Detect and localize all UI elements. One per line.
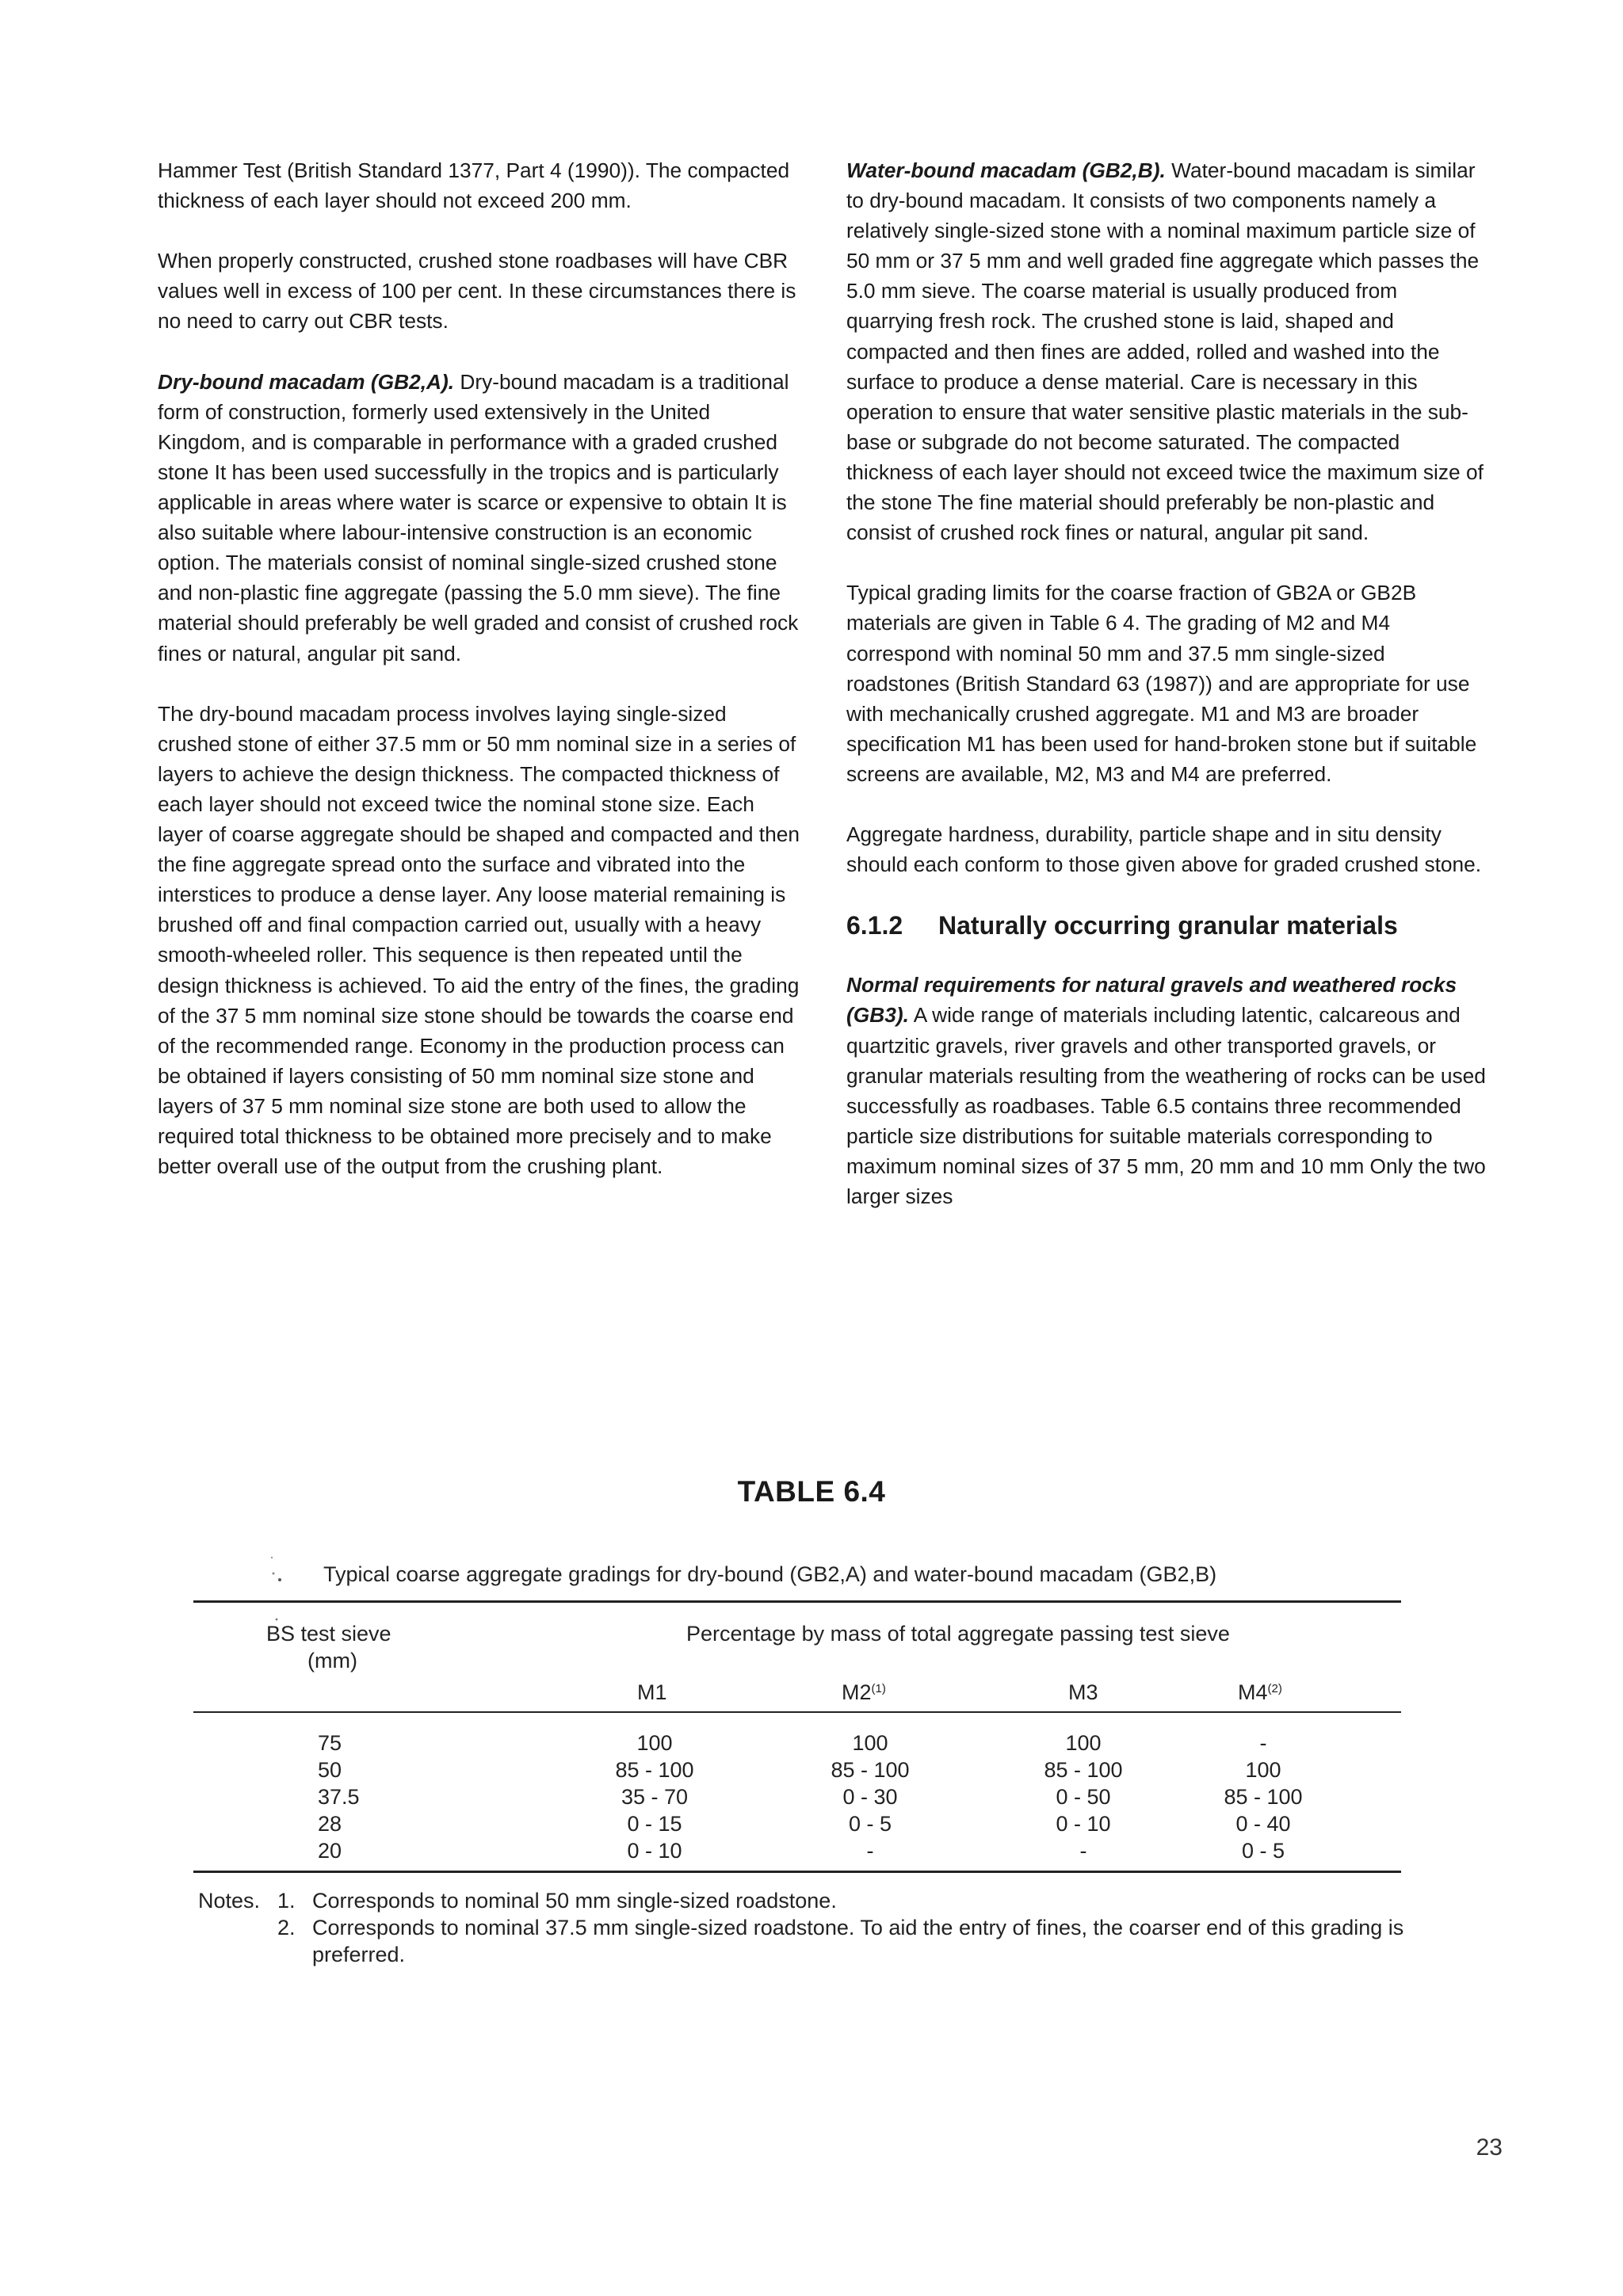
table-cell: 0 - 5	[1241, 1839, 1285, 1863]
table-bottom-rule	[193, 1871, 1401, 1873]
paragraph-natural-gravels-body: A wide range of materials including latentic, calcareous and quartzitic gravels, river gravels and other transported gravels, or granular materials resulting from the weathering of rocks can be used successfully as roadbases. Table 6.5 contains three recommended particle size distributions for suitable materials corresponding to maximum nominal sizes of 37 5 mm, 20 mm and 10 mm Only the two larger sizes	[846, 1003, 1486, 1208]
table-cell: 100	[852, 1731, 888, 1755]
table-cell-sieve: 28	[318, 1812, 342, 1836]
notes-label: Notes.	[198, 1889, 261, 1913]
column-header-m3	[1068, 1680, 1098, 1705]
note-number: 2.	[277, 1916, 296, 1939]
table-cell: 85 - 100	[831, 1758, 910, 1782]
paragraph-natural-gravels	[846, 970, 1488, 1211]
column-header-m4	[1238, 1680, 1282, 1705]
right-column	[846, 155, 1488, 1211]
table-cell: 0 - 5	[848, 1812, 892, 1836]
note-number: 1.	[277, 1889, 296, 1913]
column-header-m2-note: (1)	[871, 1682, 886, 1695]
table-cell: 0 - 10	[1056, 1812, 1111, 1836]
table-cell-sieve: 50	[318, 1758, 342, 1782]
paragraph-dry-bound-body: Dry-bound macadam is a traditional form of construction, formerly used extensively in the United Kingdom, and is comparable in performance with a graded crushed stone It has been used successfully in the tropics and is particularly applicable in areas where water is scarce or expensive to obtain It is also suitable where labour-intensive construction is an economic option. The materials consist of nominal single-sized crushed stone and non-plastic fine aggregate (passing the 5.0 mm sieve). The fine material should preferably be well graded and consist of crushed rock fines or natural, angular pit sand.	[158, 369, 799, 666]
paragraph-water-bound-macadam	[846, 155, 1488, 547]
table-top-rule	[193, 1600, 1401, 1603]
paragraph-aggregate-hardness: Aggregate hardness, durability, particle shape and in situ density should each conform to those given above for graded crushed stone.	[846, 822, 1482, 877]
runin-heading-dry-bound: Dry-bound macadam (GB2,A).	[158, 369, 455, 394]
table-cell: 0 - 40	[1235, 1812, 1291, 1836]
table-title: TABLE 6.4	[737, 1475, 886, 1508]
paragraph-hammer-test: Hammer Test (British Standard 1377, Part 4 (1990)). The compacted thickness of each layer should not exceed 200 mm.	[158, 158, 790, 213]
paragraph-dry-bound-macadam	[158, 367, 800, 669]
runin-heading-water-bound: Water-bound macadam (GB2,B).	[846, 158, 1166, 182]
table-cell: 0 - 30	[842, 1785, 898, 1809]
note-2	[198, 1914, 1422, 1968]
column-header-m1	[637, 1680, 667, 1705]
column-header-m4-note: (2)	[1267, 1682, 1282, 1695]
sieve-header-unit: (mm)	[307, 1649, 357, 1672]
note-1	[198, 1887, 1422, 1914]
table-cell: 0 - 50	[1056, 1785, 1111, 1809]
table-cell: 85 - 100	[1224, 1785, 1303, 1809]
percentage-header: Percentage by mass of total aggregate passing test sieve	[686, 1622, 1230, 1646]
note-text: Corresponds to nominal 50 mm single-sized roadstone.	[312, 1889, 837, 1913]
column-header-m2	[842, 1680, 886, 1705]
paragraph-cbr: When properly constructed, crushed stone roadbases will have CBR values well in excess of 100 per cent. In these circumstances there is no need to carry out CBR tests.	[158, 249, 796, 334]
table-cell: 0 - 15	[627, 1812, 682, 1836]
runin-heading-natural-gravels: Normal requirements for natural gravels and weathered rocks (GB3).	[846, 973, 1457, 1028]
section-heading	[846, 910, 1488, 941]
table-cell-sieve: 75	[318, 1731, 342, 1755]
table-cell: -	[1079, 1839, 1087, 1863]
table-cell: 35 - 70	[621, 1785, 689, 1809]
table-cell: 100	[1065, 1731, 1102, 1755]
sieve-column-header	[266, 1620, 391, 1674]
note-spacer	[198, 1914, 277, 1968]
section-number: 6.1.2	[846, 911, 903, 940]
table-cell: 85 - 100	[615, 1758, 694, 1782]
table-cell-sieve: 20	[318, 1839, 342, 1863]
column-header-m4-label: M4	[1238, 1680, 1268, 1704]
table-cell: 0 - 10	[627, 1839, 682, 1863]
paragraph-water-bound-body: Water-bound macadam is similar to dry-bound macadam. It consists of two components namely a relatively single-sized stone with a nominal maximum particle size of 50 mm or 37 5 mm and well graded fine aggregate which passes the 5.0 mm sieve. The coarse material is usually produced from quarrying fresh rock. The crushed stone is laid, shaped and compacted and then fines are added, rolled and washed into the surface to produce a dense material. Care is necessary in this operation to ensure that water sensitive plastic materials in the sub-base or subgrade do not become saturated. The compacted thickness of each layer should not exceed twice the maximum size of the stone The fine material should preferably be non-plastic and consist of crushed rock fines or natural, angular pit sand.	[846, 158, 1484, 545]
column-header-m3-label: M3	[1068, 1680, 1098, 1704]
table-cell: -	[866, 1839, 874, 1863]
table-cell: 100	[1245, 1758, 1281, 1782]
table-cell: -	[1259, 1731, 1267, 1755]
section-title: Naturally occurring granular materials	[938, 911, 1398, 940]
column-header-m1-label: M1	[637, 1680, 667, 1704]
table-notes	[198, 1887, 1422, 1968]
note-text: Corresponds to nominal 37.5 mm single-sized roadstone. To aid the entry of fines, the coarser end of this grading is preferred.	[312, 1916, 1404, 1966]
paragraph-dry-bound-process: The dry-bound macadam process involves laying single-sized crushed stone of either 37.5 mm or 50 mm nominal size in a series of layers to achieve the design thickness. The compacted thickness of each layer should not exceed twice the nominal stone size. Each layer of coarse aggregate should be shaped and compacted and then the fine aggregate spread onto the surface and vibrated into the interstices to produce a dense layer. Any loose material remaining is brushed off and final compaction carried out, usually with a heavy smooth-wheeled roller. This sequence is then repeated until the design thickness is achieved. To aid the entry of the fines, the grading of the 37 5 mm nominal size stone should be towards the coarse end of the recommended range. Economy in the production process can be obtained if layers consisting of 50 mm nominal size stone and layers of 37 5 mm nominal size stone are both used to allow the required total thickness to be obtained more precisely and to make better overall use of the output from the crushing plant.	[158, 701, 800, 1179]
table-cell: 100	[636, 1731, 673, 1755]
sieve-header-label: BS test sieve	[266, 1622, 391, 1646]
table-caption: Typical coarse aggregate gradings for dry-bound (GB2,A) and water-bound macadam (GB2,B)	[323, 1562, 1217, 1586]
table-cell-sieve: 37.5	[318, 1785, 360, 1809]
left-column	[158, 155, 800, 1181]
table-cell: 85 - 100	[1044, 1758, 1123, 1782]
paragraph-grading-limits: Typical grading limits for the coarse fraction of GB2A or GB2B materials are given in Table 6 4. The grading of M2 and M4 correspond with nominal 50 mm and 37.5 mm single-sized roadstones (British Standard 63 (1987)) and are appropriate for use with mechanically crushed aggregate. M1 and M3 are broader specification M1 has been used for hand-broken stone but if suitable screens are available, M2, M3 and M4 are preferred.	[846, 581, 1477, 786]
table-header-rule	[193, 1711, 1401, 1713]
column-header-m2-label: M2	[842, 1680, 872, 1704]
page-number: 23	[1476, 2134, 1503, 2161]
